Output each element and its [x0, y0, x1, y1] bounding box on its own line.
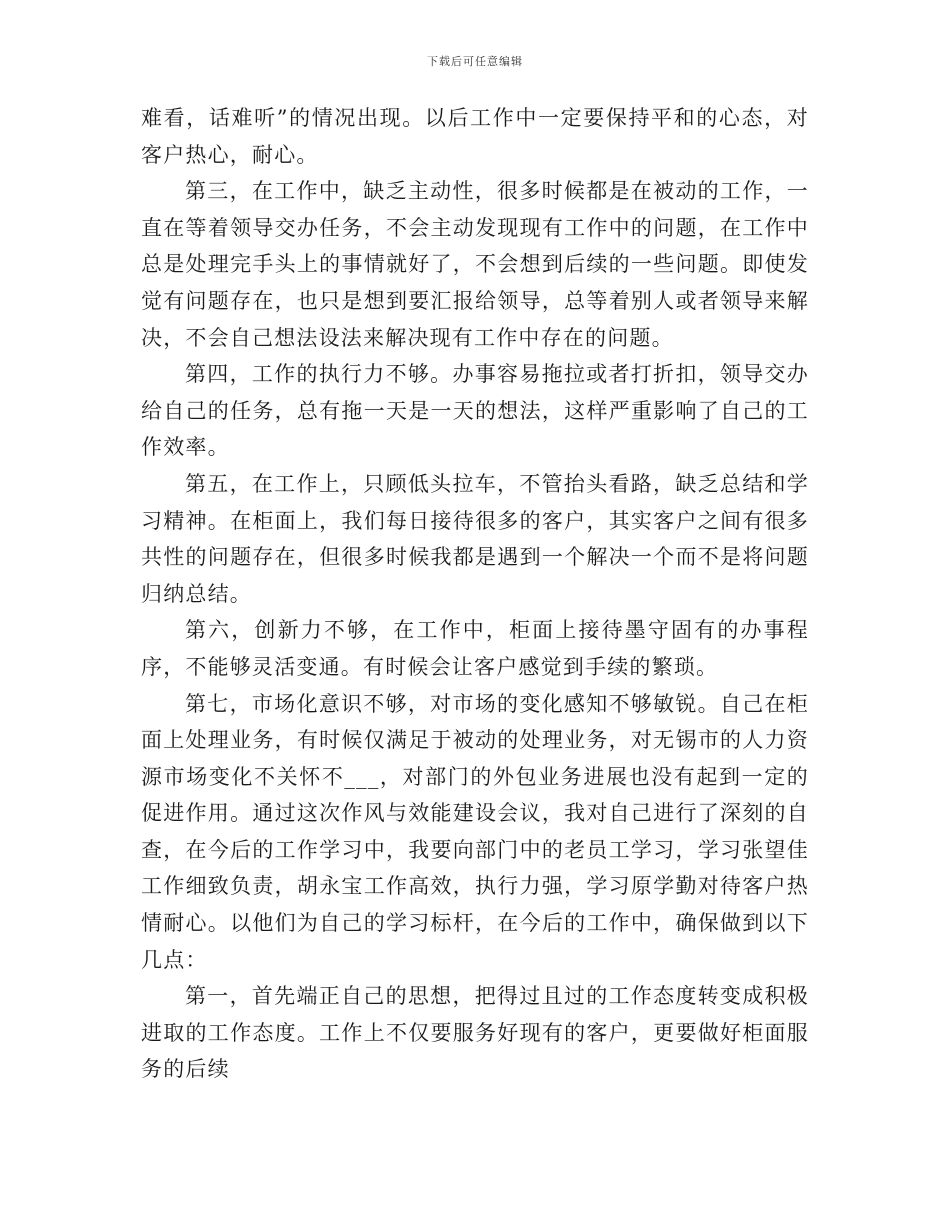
paragraph-4: 第五，在工作上，只顾低头拉车，不管抬头看路，缺乏总结和学习精神。在柜面上，我们每日接待很多的客户，其实客户之间有很多共性的问题存在，但很多时候我都是遇到一个解决一个而不是将问题归纳总结。 [141, 471, 809, 606]
paragraph-7: 第一，首先端正自己的思想，把得过且过的工作态度转变成积极进取的工作态度。工作上不仅要服务好现有的客户，更要做好柜面服务的后续 [141, 984, 809, 1082]
page-header: 下载后可任意编辑 [427, 55, 523, 68]
paragraph-5: 第六，创新力不够，在工作中，柜面上接待墨守固有的办事程序，不能够灵活变通。有时候会让客户感觉到手续的繁琐。 [141, 618, 809, 679]
paragraph-2: 第三，在工作中，缺乏主动性，很多时候都是在被动的工作，一直在等着领导交办任务，不会主动发现现有工作中的问题，在工作中总是处理完手头上的事情就好了，不会想到后续的一些问题。即使发觉有问题存在，也只是想到要汇报给领导，总等着别人或者领导来解决，不会自己想法设法来解决现有工作中存在的问题。 [141, 179, 809, 350]
paragraph-6: 第七，市场化意识不够，对市场的变化感知不够敏锐。自己在柜面上处理业务，有时候仅满足于被动的处理业务，对无锡市的人力资源市场变化不关怀不___，对部门的外包业务进展也没有起到一定的促进作用。通过这次作风与效能建设会议，我对自己进行了深刻的自查，在今后的工作学习中，我要向部门中的老员工学习，学习张望佳工作细致负责，胡永宝工作高效，执行力强，学习原学勤对待客户热情耐心。以他们为自己的学习标杆，在今后的工作中，确保做到以下几点： [141, 691, 809, 972]
paragraph-3: 第四，工作的执行力不够。办事容易拖拉或者打折扣，领导交办给自己的任务，总有拖一天是一天的想法，这样严重影响了自己的工作效率。 [141, 362, 809, 460]
document-body [141, 100, 809, 1088]
paragraph-1: 难看，话难听”的情况出现。以后工作中一定要保持平和的心态，对客户热心，耐心。 [141, 106, 809, 167]
